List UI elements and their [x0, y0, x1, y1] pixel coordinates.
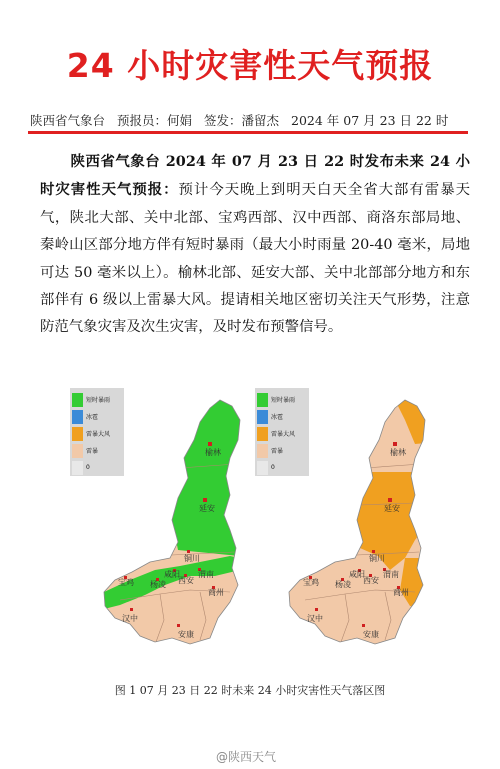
city-xian: 西安	[363, 576, 379, 585]
legend-item-none: 0	[257, 459, 307, 476]
legend-item-wind: 雷暴大风	[257, 425, 307, 442]
city-tongchuan: 铜川	[184, 554, 200, 563]
forecast-paragraph	[40, 148, 470, 342]
signer: 签发：潘留杰	[204, 113, 280, 128]
issuer-org: 陕西省气象台	[30, 113, 106, 128]
city-shangzhou: 商州	[393, 588, 409, 597]
watermark: @陕西天气	[216, 750, 277, 764]
city-hanzhong: 汉中	[122, 614, 138, 623]
city-weinan: 渭南	[198, 570, 214, 579]
legend-item-rain: 短时暴雨	[257, 391, 307, 408]
city-shangzhou: 商州	[208, 588, 224, 597]
legend-item-hail: 冰雹	[72, 408, 122, 425]
city-xianyang: 咸阳	[164, 570, 180, 579]
city-xianyang: 咸阳	[349, 570, 365, 579]
city-yanan: 延安	[199, 504, 215, 513]
city-yangling: 杨凌	[335, 580, 351, 589]
city-yulin: 榆林	[390, 448, 406, 457]
city-yulin: 榆林	[205, 448, 221, 457]
city-weinan: 渭南	[383, 570, 399, 579]
legend-item-thunder: 雷暴	[257, 442, 307, 459]
forecaster: 预报员：何娟	[117, 113, 193, 128]
city-ankang: 安康	[178, 630, 194, 639]
figure-caption: 图 1 07 月 23 日 22 时未来 24 小时灾害性天气落区图	[114, 684, 386, 697]
city-baoji: 宝鸡	[118, 578, 134, 587]
city-baoji: 宝鸡	[303, 578, 319, 587]
maps-svg	[60, 380, 460, 670]
city-ankang: 安康	[363, 630, 379, 639]
red-divider	[28, 131, 468, 134]
legend-item-wind: 雷暴大风	[72, 425, 122, 442]
legend-item-hail: 冰雹	[257, 408, 307, 425]
city-tongchuan: 铜川	[369, 554, 385, 563]
city-yanan: 延安	[384, 504, 400, 513]
issuer-info	[30, 111, 470, 129]
forecast-text: 预计今天晚上到明天白天全省大部有雷暴天气，陕北大部、关中北部、宝鸡西部、汉中西部、商洛东部局地、秦岭山区部分地方伴有短时暴雨（最大小时雨量 20-40 毫米，局地可达 50 毫米以上）。榆林北部、延安大部、关中北部部分地方和东部伴有 6 级以上雷暴大风。提请相关地区密切关注天气形势，注意防范气象灾害及次生灾害，及时发布预警信号。	[40, 182, 470, 336]
map-left	[60, 380, 260, 670]
legend-item-thunder: 雷暴	[72, 442, 122, 459]
issue-datetime: 2024 年 07 月 23 日 22 时	[291, 113, 449, 128]
page-title: 24 小时灾害性天气预报	[66, 46, 434, 85]
city-yangling: 杨凌	[150, 580, 166, 589]
forecast-lead: 陕西省气象台 2024 年 07 月 23 日 22 时发布未来 24 小时灾害性天气预报：	[40, 153, 470, 199]
forecast-maps	[60, 380, 460, 670]
legend-item-none: 0	[72, 459, 122, 476]
city-xian: 西安	[178, 576, 194, 585]
legend-item-rain: 短时暴雨	[72, 391, 122, 408]
map-right	[245, 380, 460, 670]
city-hanzhong: 汉中	[307, 614, 323, 623]
